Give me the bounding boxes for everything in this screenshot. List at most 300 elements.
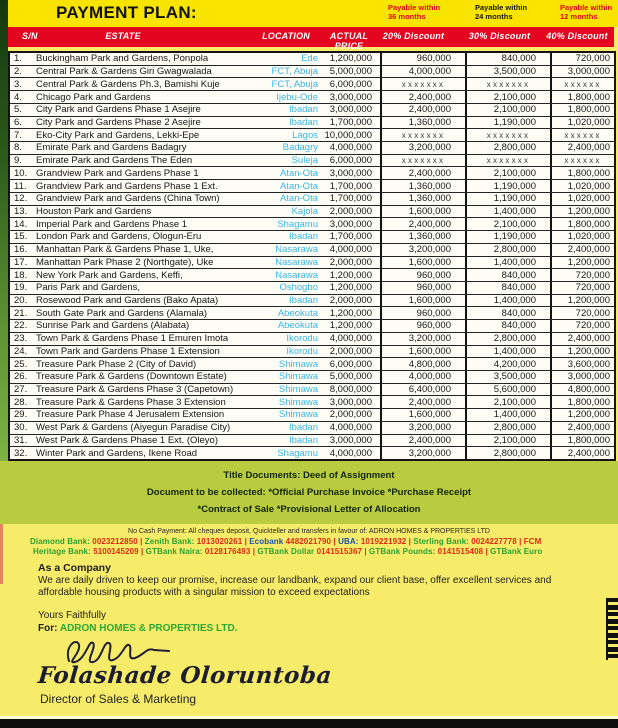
cell-estate-name: City Park and Gardens Phase 1 Asejire [36,104,201,116]
cell-location: Kajola [291,205,318,217]
yours-faithfully-text: Yours Faithfully [38,610,106,621]
cell-serial-number: 9. [14,155,22,167]
cell-discount-20: 960,000 [380,282,465,294]
cell-serial-number: 19. [14,282,28,294]
payable-36-months-label [388,3,474,21]
bank-token: 5100145209 [93,547,139,556]
cell-estate-name: Winter Park and Gardens, Ikene Road [36,447,198,459]
cell-location: Shagamu [277,447,318,459]
cell-discount-20: 4,000,000 [380,66,465,78]
cell-estate-name: Emirate Park and Gardens Badagry [36,142,187,154]
bank-token: 0023212850 [92,537,138,546]
cell-serial-number: 5. [14,104,22,116]
company-mission-text: We are daily driven to keep our promise, increase our landbank, expand our client base, offer excellent services and affordable housing products with a singular mission to exceed expectations [38,575,552,598]
bank-token: | [138,547,146,556]
cell-estate-name: Treasure Park & Gardens Phase 3 Extension [36,396,226,408]
cell-actual-price: 1,200,000 [329,320,372,332]
bank-token: GTBank Dollar [257,547,317,556]
cell-actual-price: 3,000,000 [329,91,372,103]
cell-discount-30: 2,800,000 [465,244,550,256]
table-row [10,307,614,320]
cell-discount-20: 960,000 [380,307,465,319]
left-green-stripe [0,0,8,461]
cell-estate-name: Manhattan Park & Gardens Phase 1, Uke, [36,244,214,256]
cell-discount-30: 840,000 [465,53,550,65]
cell-discount-40: 1,200,000 [550,346,614,358]
cell-estate-name: Grandview Park and Gardens (China Town) [36,193,220,205]
col-header-30-discount: 30% Discount [468,31,531,41]
table-row [10,218,614,231]
cell-estate-name: Central Park & Gardens Giri Gwagwalada [36,66,212,78]
cell-serial-number: 28. [14,396,28,408]
cell-discount-40: 1,020,000 [550,193,614,205]
cell-discount-20: 2,400,000 [380,104,465,116]
cell-estate-name: Paris Park and Gardens, [36,282,141,294]
cell-discount-40: 720,000 [550,53,614,65]
for-company-line [38,623,237,634]
cell-location: Abeokuta [277,320,318,332]
cell-discount-30: 1,400,000 [465,206,550,218]
table-row [10,320,614,333]
cell-discount-40: 720,000 [550,307,614,319]
cell-estate-name: Manhattan Park Phase 2 (Northgate), Uke [36,256,214,268]
cell-serial-number: 11. [14,180,27,192]
cell-discount-40: xxxxxx [550,78,614,90]
cell-actual-price: 1,200,000 [329,269,372,281]
cell-serial-number: 13. [14,205,28,217]
cell-discount-30: 2,800,000 [465,447,550,459]
cell-location: Abeokuta [277,307,318,319]
cell-discount-20: 3,200,000 [380,333,465,345]
cell-location: Nasarawa [275,269,318,281]
table-row [10,244,614,257]
cell-actual-price: 4,000,000 [329,422,372,434]
cell-serial-number: 14. [14,218,28,230]
bank-token: | [516,537,524,546]
cell-discount-20: 1,600,000 [380,206,465,218]
cell-discount-20: 1,600,000 [380,295,465,307]
cell-location: Atan-Ota [279,167,318,179]
cell-discount-40: 1,800,000 [550,167,614,179]
cell-location: Suleja [291,155,318,167]
cell-estate-name: Sunrise Park and Gardens (Alabata) [36,320,190,332]
cell-actual-price: 3,000,000 [329,396,372,408]
cell-discount-20: 3,200,000 [380,244,465,256]
cell-actual-price: 4,000,000 [329,333,372,345]
cell-location: Atan-Ota [279,180,318,192]
cell-discount-30: 1,400,000 [465,295,550,307]
table-row [10,422,614,435]
cell-actual-price: 6,000,000 [329,78,372,90]
table-row [10,358,614,371]
cell-discount-40: 1,800,000 [550,91,614,103]
cell-actual-price: 5,000,000 [329,371,372,383]
cell-discount-40: 3,000,000 [550,66,614,78]
cell-estate-name: Treasure Park & Gardens Phase 3 (Capetown) [36,384,234,396]
cell-discount-40: 2,400,000 [550,244,614,256]
cell-serial-number: 30. [14,422,28,434]
cell-discount-40: 1,800,000 [550,218,614,230]
payable-12-line2: 12 months [560,12,598,21]
cell-actual-price: 1,700,000 [329,193,372,205]
cell-discount-20: 4,000,000 [380,371,465,383]
cell-discount-20: xxxxxxx [380,155,465,167]
cell-discount-40: 1,800,000 [550,396,614,408]
payable-24-line2: 24 months [475,12,513,21]
cell-actual-price: 6,000,000 [329,358,372,370]
cell-serial-number: 10. [14,167,28,179]
cell-discount-30: 2,100,000 [465,167,550,179]
cell-serial-number: 1. [14,53,22,65]
table-row [10,91,614,104]
cell-discount-40: 1,020,000 [550,117,614,129]
cell-serial-number: 21. [14,307,28,319]
cell-discount-30: 2,100,000 [465,218,550,230]
table-row [10,282,614,295]
cell-serial-number: 7. [14,129,22,141]
cell-discount-20: 1,600,000 [380,257,465,269]
payable-24-line1: Payable within [475,3,528,12]
table-row [10,346,614,359]
cell-serial-number: 8. [14,142,22,154]
cell-discount-30: 3,500,000 [465,371,550,383]
cell-discount-20: 2,400,000 [380,167,465,179]
cell-location: Nasarawa [275,244,318,256]
cell-actual-price: 2,000,000 [329,409,372,421]
bank-token: Sterling Bank: [413,537,472,546]
cell-discount-40: 1,200,000 [550,409,614,421]
cell-estate-name: West Park & Gardens Phase 1 Ext. (Oleyo) [36,434,218,446]
payable-36-line1: Payable within [388,3,441,12]
cell-estate-name: Treasure Park Phase 2 (City of David) [36,358,197,370]
cell-actual-price: 1,200,000 [329,53,372,65]
cell-discount-20: 2,400,000 [380,218,465,230]
cell-discount-40: 2,400,000 [550,422,614,434]
cell-location: Shimawa [278,409,318,421]
no-cash-payment-note: No Cash Payment: All cheques deposit, Quickteller and transfers in favour of: ADRON HOMES & PROPERTIES LTD [128,528,490,535]
cell-location: Shimawa [278,384,318,396]
cell-serial-number: 15. [14,231,28,243]
bank-token: 0128176493 [204,547,251,556]
column-header-bar [8,27,614,51]
cell-location: Ibadan [288,104,318,116]
company-name: ADRON HOMES & PROPERTIES LTD. [59,623,238,634]
cell-location: Shimawa [278,358,318,370]
cell-discount-30: 1,400,000 [465,257,550,269]
cell-serial-number: 20. [14,295,28,307]
cell-discount-20: xxxxxxx [380,129,465,141]
table-row [10,142,614,155]
cell-discount-40: 1,800,000 [550,435,614,447]
cell-discount-30: 2,100,000 [465,91,550,103]
bank-token: | [242,537,250,546]
cell-discount-30: 840,000 [465,307,550,319]
cell-discount-40: 720,000 [550,282,614,294]
cell-estate-name: South Gate Park and Gardens (Alamala) [36,307,208,319]
documents-collected-line: Document to be collected: *Official Purchase Invoice *Purchase Receipt [146,487,472,498]
cell-discount-30: 4,200,000 [465,358,550,370]
table-row [10,206,614,219]
cell-location: Ibadan [288,116,318,128]
bank-token: | [250,547,258,556]
cell-serial-number: 12. [14,193,28,205]
cell-estate-name: Central Park & Gardens Ph.3, Bamishi Kuje [36,78,220,90]
cell-actual-price: 2,000,000 [329,295,372,307]
table-row [10,53,614,66]
payable-12-line1: Payable within [560,3,613,12]
cell-location: Ibadan [288,434,318,446]
cell-discount-40: xxxxxx [550,129,614,141]
qr-code-fragment [606,598,618,660]
cell-discount-20: 3,200,000 [380,142,465,154]
table-row [10,66,614,79]
cell-location: Ibadan [288,422,318,434]
table-row [10,193,614,206]
signatory-name: Folashade Oloruntoba [36,662,334,689]
table-row [10,409,614,422]
cell-discount-30: xxxxxxx [465,129,550,141]
cell-actual-price: 1,700,000 [329,231,372,243]
cell-estate-name: New York Park and Gardens, Keffi, [36,269,183,281]
col-header-sn: S/N [22,31,38,41]
cell-estate-name: Town Park & Gardens Phase 1 Emuren Imota [36,333,229,345]
cell-serial-number: 4. [14,91,22,103]
cell-discount-40: 1,800,000 [550,104,614,116]
table-row [10,117,614,130]
cell-discount-30: 2,100,000 [465,104,550,116]
col-header-location: LOCATION [262,31,310,41]
cell-estate-name: Treasure Park Phase 4 Jerusalem Extension [36,409,225,421]
table-row [10,269,614,282]
cell-discount-30: xxxxxxx [465,155,550,167]
cell-discount-30: 2,800,000 [465,142,550,154]
cell-discount-30: 1,190,000 [465,193,550,205]
for-prefix: For: [38,623,60,634]
cell-discount-20: 2,400,000 [380,435,465,447]
cell-estate-name: Eko-City Park and Gardens, Lekki-Epe [36,129,200,141]
bank-token: UBA: [338,537,361,546]
cell-discount-40: 1,200,000 [550,206,614,218]
cell-actual-price: 1,200,000 [329,282,372,294]
header-band [8,0,618,27]
cell-discount-30: 3,500,000 [465,66,550,78]
cell-discount-20: 6,400,000 [380,384,465,396]
cell-discount-30: 2,800,000 [465,333,550,345]
cell-serial-number: 27. [14,384,28,396]
cell-serial-number: 23. [14,333,28,345]
col-header-estate: ESTATE [105,31,141,41]
bank-token: Diamond Bank: [30,537,93,546]
cell-location: FCT, Abuja [271,78,318,90]
cell-serial-number: 16. [14,244,28,256]
bank-token: | [331,537,339,546]
col-header-20-discount: 20% Discount [382,31,445,41]
title-documents-band [0,461,618,524]
bank-token: FCM [523,537,542,546]
bank-line1 [30,537,541,546]
cell-serial-number: 22. [14,320,28,332]
cell-estate-name: Grandview Park and Gardens Phase 1 [36,167,199,179]
title-documents-line: Title Documents: Deed of Assignment [223,470,395,481]
cell-serial-number: 32. [14,447,28,459]
cell-discount-30: 840,000 [465,320,550,332]
cell-discount-40: 1,200,000 [550,257,614,269]
cell-discount-30: 1,190,000 [465,231,550,243]
cell-discount-40: 2,400,000 [550,333,614,345]
cell-estate-name: City Park and Gardens Phase 2 Asejire [36,116,201,128]
cell-discount-30: 1,400,000 [465,409,550,421]
footer-section [0,524,618,719]
cell-discount-30: 1,190,000 [465,117,550,129]
bank-token: 1019221932 [360,537,407,546]
bank-token: | [483,547,491,556]
cell-actual-price: 3,000,000 [329,434,372,446]
table-row [10,167,614,180]
bottom-black-bar [0,719,618,728]
bank-token: GTBank Naira: [145,547,205,556]
bank-token: GTBank Euro [490,547,543,556]
cell-serial-number: 17. [14,256,28,268]
cell-estate-name: Houston Park and Gardens [36,205,152,217]
bank-token: | [137,537,145,546]
cell-discount-40: 1,020,000 [550,180,614,192]
cell-estate-name: Buckingham Park and Gardens, Ponpola [36,53,209,65]
bank-token: GTBank Pounds: [369,547,438,556]
cell-location: Shimawa [278,371,318,383]
cell-location: Ikorodu [286,333,318,345]
cell-actual-price: 1,200,000 [329,307,372,319]
cell-serial-number: 2. [14,66,22,78]
cell-estate-name: London Park and Gardens, Ologun-Eru [36,231,202,243]
table-row [10,180,614,193]
table-row [10,231,614,244]
estate-table-body [8,51,616,461]
table-row [10,295,614,308]
cell-actual-price: 1,700,000 [329,180,372,192]
cell-discount-30: 5,600,000 [465,384,550,396]
cell-serial-number: 24. [14,345,28,357]
cell-discount-20: 1,360,000 [380,193,465,205]
table-row [10,257,614,270]
cell-discount-30: 1,400,000 [465,346,550,358]
cell-discount-20: 1,600,000 [380,409,465,421]
table-row [10,396,614,409]
payable-24-months-label [475,3,561,21]
cell-discount-30: 840,000 [465,282,550,294]
cell-estate-name: Chicago Park and Gardens [36,91,151,103]
table-row [10,384,614,397]
table-row [10,447,614,459]
cell-location: Nasarawa [275,256,318,268]
cell-discount-30: 2,100,000 [465,435,550,447]
cell-estate-name: Emirate Park and Gardens The Eden [36,155,193,167]
cell-discount-30: 1,190,000 [465,180,550,192]
cell-actual-price: 4,000,000 [329,142,372,154]
cell-discount-20: 1,600,000 [380,346,465,358]
cell-location: Ede [301,53,318,65]
cell-discount-20: 1,360,000 [380,180,465,192]
cell-estate-name: Town Park and Gardens Phase 1 Extension [36,345,220,357]
page-title: PAYMENT PLAN: [56,3,197,22]
bank-token: 1013020261 [196,537,243,546]
payable-36-line2: 36 months [388,12,426,21]
cell-serial-number: 31. [14,434,28,446]
cell-discount-20: 3,200,000 [380,422,465,434]
cell-discount-40: 3,000,000 [550,371,614,383]
cell-discount-20: 2,400,000 [380,91,465,103]
cell-location: Atan-Ota [279,193,318,205]
cell-location: Ibadan [288,295,318,307]
cell-discount-40: 720,000 [550,320,614,332]
cell-location: FCT, Abuja [271,66,318,78]
table-row [10,104,614,117]
cell-estate-name: Rosewood Park and Gardens (Bako Apata) [36,295,219,307]
cell-actual-price: 1,700,000 [329,116,372,128]
cell-discount-20: 960,000 [380,320,465,332]
cell-discount-40: 2,400,000 [550,142,614,154]
cell-discount-30: 2,100,000 [465,396,550,408]
cell-discount-40: 2,400,000 [550,447,614,459]
payable-12-months-label [560,3,618,21]
cell-estate-name: Grandview Park and Gardens Phase 1 Ext. [36,180,218,192]
table-row [10,371,614,384]
table-row [10,155,614,168]
bank-token: 4482021790 [285,537,332,546]
bank-token: 0141515367 [316,547,363,556]
bank-token: | [406,537,414,546]
cell-discount-40: 720,000 [550,269,614,281]
signatory-title: Director of Sales & Marketing [40,692,197,706]
cell-location: Oshogbo [279,282,318,294]
bank-token: Heritage Bank: [33,547,94,556]
bank-line2 [33,547,542,556]
table-row [10,435,614,448]
cell-location: Badagry [282,142,318,154]
cell-location: Ibadan [288,231,318,243]
cell-actual-price: 3,000,000 [329,104,372,116]
bank-token: 0024227778 [471,537,517,546]
cell-location: Lagos [292,129,318,141]
cell-discount-40: xxxxxx [550,155,614,167]
table-row [10,129,614,142]
cell-actual-price: 10,000,000 [324,129,372,141]
cell-location: Shimawa [278,396,318,408]
cell-discount-20: 2,400,000 [380,396,465,408]
cell-actual-price: 8,000,000 [329,384,372,396]
cell-actual-price: 6,000,000 [329,155,372,167]
table-row [10,78,614,91]
cell-discount-20: 1,360,000 [380,117,465,129]
cell-discount-20: 960,000 [380,53,465,65]
contract-of-sale-line: *Contract of Sale *Provisional Letter of Allocation [197,504,421,515]
cell-discount-30: 840,000 [465,269,550,281]
bank-token: Zenith Bank: [144,537,197,546]
cell-estate-name: Treasure Park & Gardens (Downtown Estate) [36,371,227,383]
cell-actual-price: 4,000,000 [329,244,372,256]
cell-location: Shagamu [277,218,318,230]
cell-actual-price: 2,000,000 [329,256,372,268]
cell-discount-30: xxxxxxx [465,78,550,90]
cell-actual-price: 4,000,000 [329,447,372,459]
table-row [10,333,614,346]
col-header-40-discount: 40% Discount [546,31,608,41]
bank-token: 0141515408 [437,547,484,556]
cell-serial-number: 3. [14,78,22,90]
cell-actual-price: 3,000,000 [329,218,372,230]
cell-discount-20: 4,800,000 [380,358,465,370]
col-header-price: ACTUAL PRICE [329,31,369,51]
cell-discount-20: 3,200,000 [380,447,465,459]
